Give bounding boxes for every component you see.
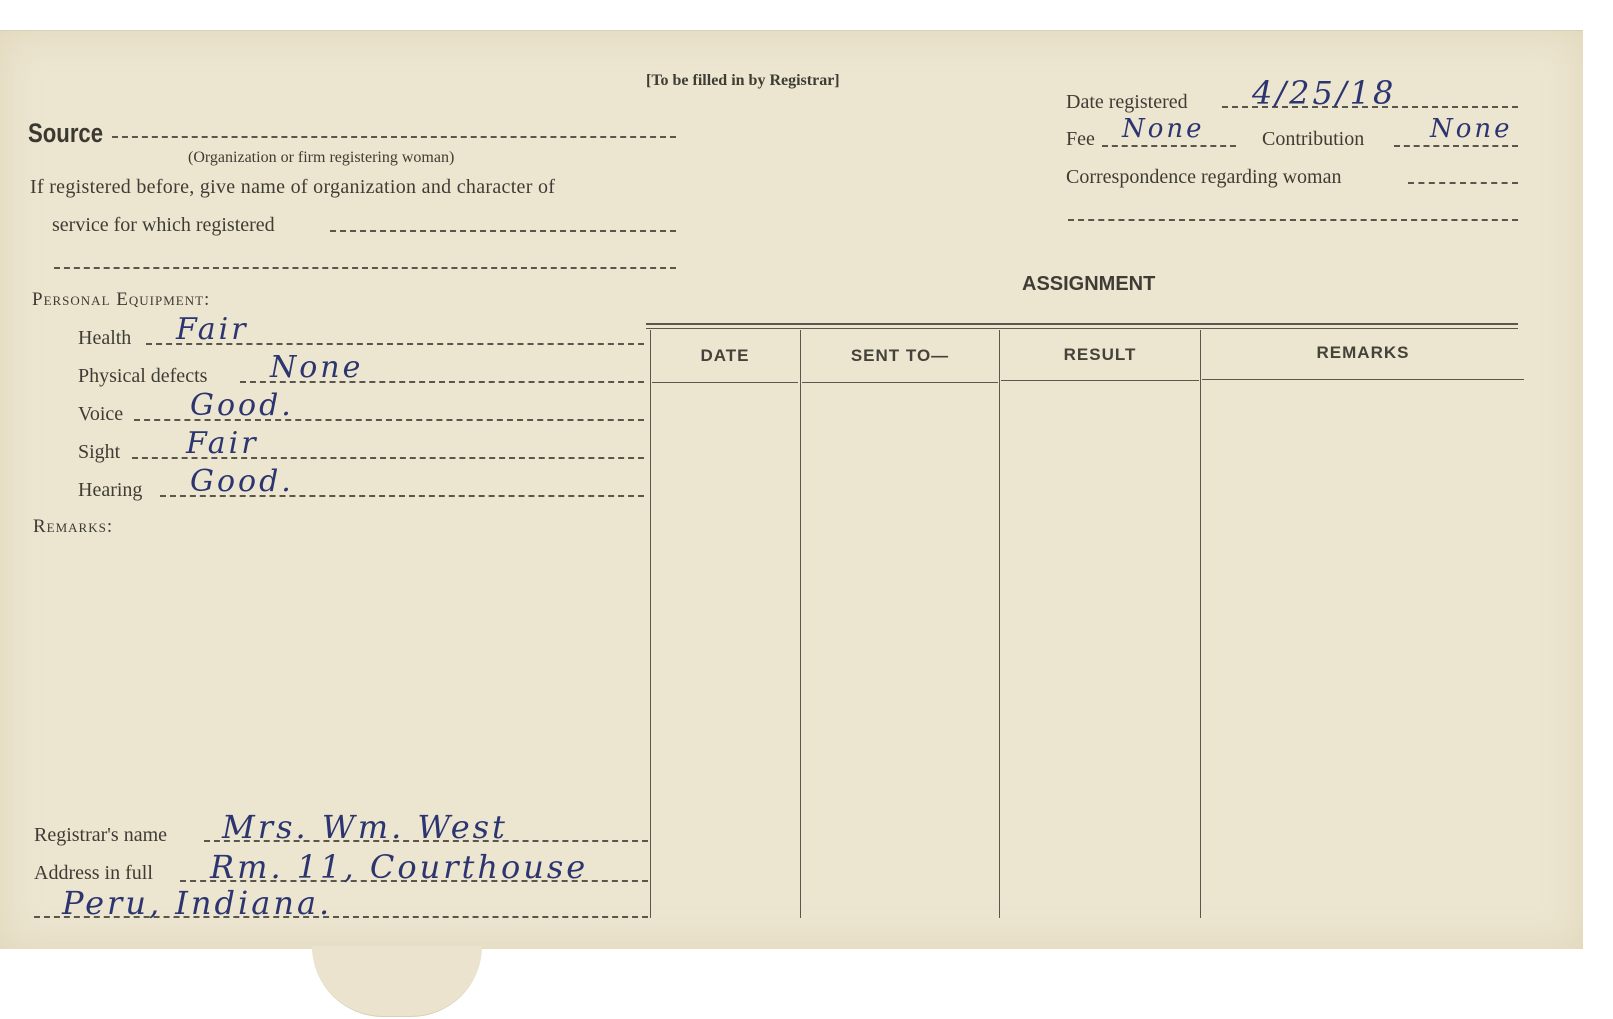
assignment-heading: ASSIGNMENT: [1022, 273, 1156, 295]
column-divider-1: [800, 330, 801, 918]
column-header-date: DATE: [700, 346, 750, 365]
header-underline-sent: [802, 382, 998, 383]
assignment-top-rule-2: [646, 328, 1518, 329]
voice-value: Good.: [190, 388, 294, 423]
registered-before-line-2: [54, 267, 676, 269]
source-sublabel: (Organization or firm registering woman): [188, 149, 455, 166]
physical-defects-label: Physical defects: [78, 365, 208, 387]
column-header-remarks: REMARKS: [1316, 343, 1410, 362]
registered-before-text: If registered before, give name of organization and character of: [30, 176, 556, 198]
column-header-sent-to: SENT TO—: [850, 346, 950, 365]
health-label: Health: [78, 327, 132, 349]
correspondence-line-2: [1068, 219, 1518, 221]
card-tab: [312, 946, 482, 1017]
sight-label: Sight: [78, 441, 121, 463]
registrar-name-label: Registrar's name: [34, 824, 168, 846]
registered-before-line: [330, 230, 676, 232]
column-divider-left: [650, 330, 651, 918]
registered-before-text-2: service for which registered: [52, 214, 275, 236]
address-value-2: Peru, Indiana.: [62, 884, 333, 922]
voice-label: Voice: [78, 403, 124, 425]
contribution-label: Contribution: [1262, 128, 1365, 150]
column-divider-2: [999, 330, 1000, 918]
source-label: Source: [28, 118, 104, 148]
date-registered-value: 4/25/18: [1252, 74, 1397, 112]
header-underline-remarks: [1202, 379, 1524, 380]
fee-line: [1102, 145, 1236, 147]
source-line: [112, 136, 676, 138]
assignment-top-rule: [646, 323, 1518, 325]
column-header-result: RESULT: [1063, 345, 1137, 364]
registrar-note: [To be filled in by Registrar]: [646, 72, 840, 89]
hearing-label: Hearing: [78, 479, 143, 501]
physical-defects-value: None: [270, 350, 364, 385]
remarks-heading: Remarks:: [33, 516, 114, 537]
registrar-name-value: Mrs. Wm. West: [222, 808, 508, 846]
personal-equipment-heading: Personal Equipment:: [32, 289, 211, 310]
header-underline-date: [652, 382, 798, 383]
correspondence-line: [1408, 182, 1518, 184]
fee-label: Fee: [1066, 128, 1095, 150]
sight-value: Fair: [186, 426, 259, 461]
address-value-1: Rm. 11, Courthouse: [210, 848, 589, 886]
contribution-line: [1394, 145, 1518, 147]
correspondence-label: Correspondence regarding woman: [1066, 166, 1342, 188]
date-registered-label: Date registered: [1066, 91, 1188, 113]
hearing-value: Good.: [190, 464, 294, 499]
column-divider-3: [1200, 330, 1201, 918]
header-underline-result: [1001, 380, 1199, 381]
address-label: Address in full: [34, 862, 153, 884]
fee-value: None: [1122, 114, 1205, 144]
health-value: Fair: [176, 312, 249, 347]
contribution-value: None: [1430, 114, 1513, 144]
